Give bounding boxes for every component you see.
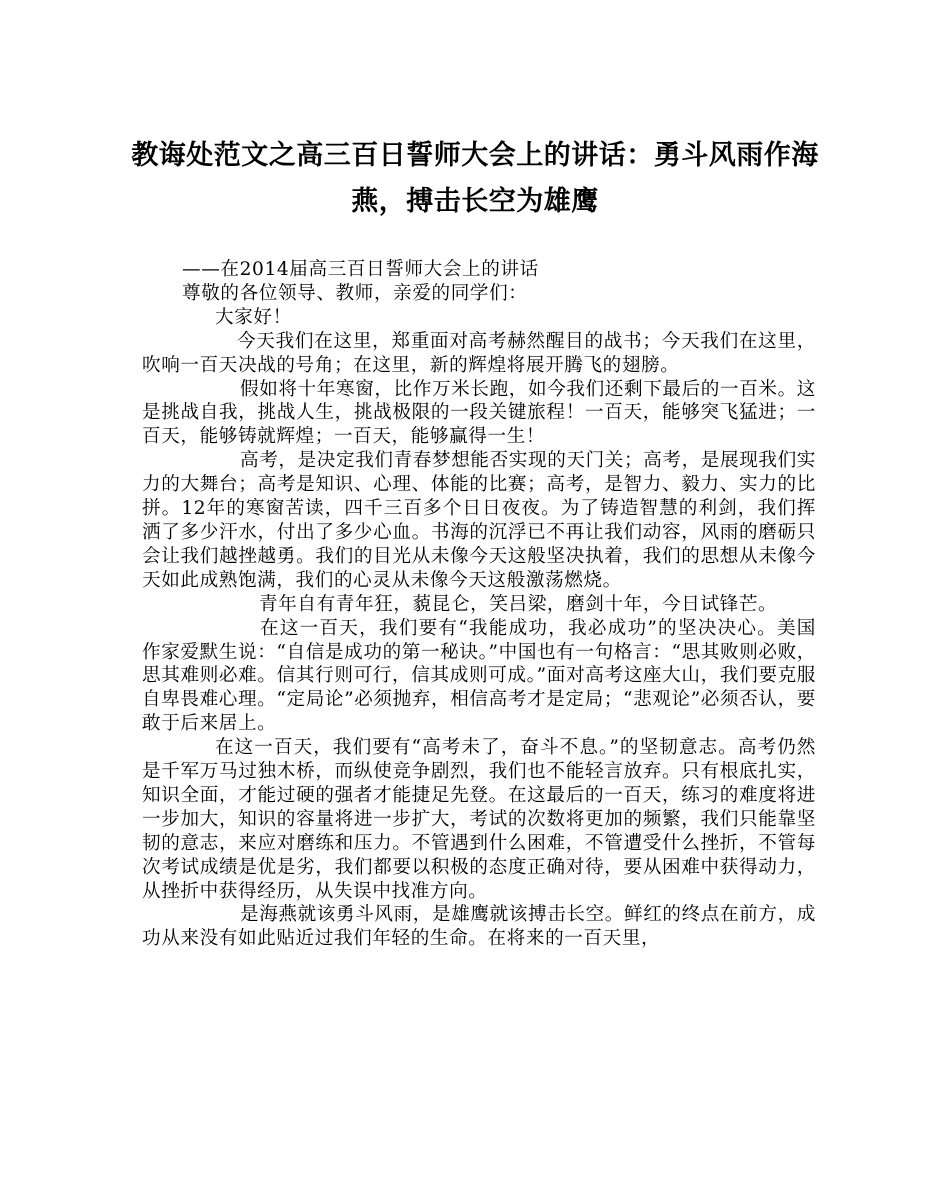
document-title: 教诲处范文之高三百日誓师大会上的讲话：勇斗风雨作海燕，搏击长空为雄鹰 bbox=[131, 140, 819, 217]
paragraph: 青年自有青年狂，藐昆仑，笑吕梁，磨剑十年，今日试锋芒。 bbox=[259, 593, 778, 615]
paragraph: 假如将十年寒窗，比作万米长跑，如今我们还剩下最后的一百米。这是挑战自我，挑战人生，挑战极限的一段关键旅程！一百天，能够突飞猛进；一百天，能够铸就辉煌；一百天，能够赢得一生！ bbox=[142, 378, 816, 448]
paragraph: 在这一百天，我们要有“我能成功，我必成功”的坚决决心。美国作家爱默生说：“自信是成功的第一秘诀。”中国也有一句格言：“思其败则必败，思其难则必难。信其行则可行，信其成则可成。”面对高考这座大山，我们要克服自卑畏难心理。“定局论”必须抛弃，相信高考才是定局；“悲观论”必须否认，要敢于后来居上。 bbox=[142, 617, 816, 735]
speech-subtitle: ——在2014届高三百日誓师大会上的讲话 bbox=[182, 259, 539, 280]
paragraph: 高考，是决定我们青春梦想能否实现的天门关；高考，是展现我们实力的大舞台；高考是知识、心理、体能的比赛；高考，是智力、毅力、实力的比拼。12年的寒窗苦读，四千三百多个日日夜夜。为了铸造智慧的利剑，我们挥洒了多少汗水，付出了多少心血。书海的沉浮已不再让我们动容，风雨的磨砺只会让我们越挫越勇。我们的目光从未像今天这般坚决执着，我们的思想从未像今天如此成熟饱满，我们的心灵从未像今天这般激荡燃烧。 bbox=[142, 450, 816, 591]
paragraph: 在这一百天，我们要有“高考未了，奋斗不息。”的坚韧意志。高考仍然是千军万马过独木桥，而纵使竞争剧烈，我们也不能轻言放弃。只有根底扎实，知识全面，才能过硬的强者才能捷足先登。在这最后的一百天，练习的难度将进一步加大，知识的容量将进一步扩大，考试的次数将更加的频繁，我们只能靠坚韧的意志，来应对磨练和压力。不管遇到什么困难，不管遭受什么挫折，不管每次考试成绩是优是劣，我们都要以积极的态度正确对待，要从困难中获得动力，从挫折中获得经历，从失误中找准方向。 bbox=[142, 737, 816, 902]
greeting: 大家好！ bbox=[215, 306, 292, 328]
paragraph: 今天我们在这里，郑重面对高考赫然醒目的战书；今天我们在这里，吹响一百天决战的号角；在这里，新的辉煌将展开腾飞的翅膀。 bbox=[142, 330, 816, 376]
document-body bbox=[142, 258, 816, 951]
paragraph: 是海燕就该勇斗风雨，是雄鹰就该搏击长空。鲜红的终点在前方，成功从来没有如此贴近过我们年轻的生命。在将来的一百天里， bbox=[142, 904, 816, 950]
salutation: 尊敬的各位领导、教师，亲爱的同学们： bbox=[182, 282, 528, 304]
